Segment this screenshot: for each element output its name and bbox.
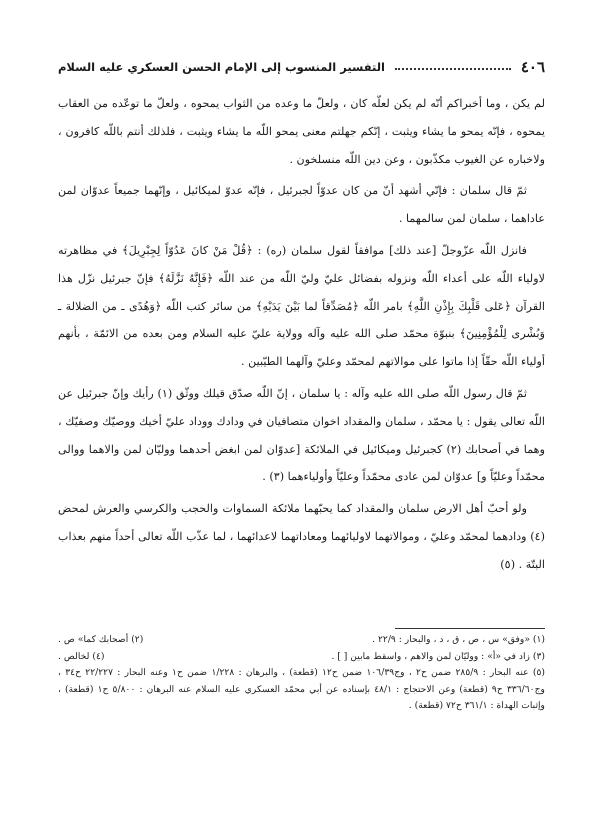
footnote-row-2 bbox=[58, 649, 545, 666]
body-text bbox=[58, 90, 545, 583]
footnote-2: (٢) أصحابك كما» ص . bbox=[58, 634, 144, 645]
paragraph-5: ولو أحبّ أهل الارض سلمان والمقداد كما يحبّهما ملائكة السماوات والحجب والكرسي والعرش لمحض (٤) ودادهما لمحمّد وعليّ ، وموالاتهما لاوليائهما ومعاداتهما لاعدائهما ، لما عذّب اللّه تعالى أحداً منهم بعذاب البتّة . (٥) bbox=[58, 502, 545, 571]
footnote-5: (٥) عنه البحار : ٢٨٥/٩ ضمن ح٢ ، وج١٠٦/٣٩ ضمن ح١٢ (قطعة) ، والبرهان : ١/٢٢٨ ضمن ح١ وعنه البحار : ٢٢/٢٢٧ ح٣٤ ، وج٣٣٦/٦٠ ح٩ (قطعة) وعن الاحتجاج : ٤٨/١ بإسناده عن أبي محمّد العسكري عليه السلام عنه البرهان : ٥/٨٠٠ ح١ (قطعة) ، وإثبات الهداة : ٣٦١/١ ح٧٢ (قطعة) . bbox=[58, 667, 545, 711]
footnote-1: (١) «وفق» س ، ص ، ق ، د ، والبحار : ٢٢/٩ . bbox=[372, 634, 545, 645]
page-number: ٤٠٦ bbox=[520, 58, 545, 76]
footnote-3: (٣) زاد في «أ» : ووليّان لمن والاهم ، واسقط مابين [ ] . bbox=[331, 650, 545, 662]
paragraph-4: ثمّ قال رسول اللّه صلى الله عليه وآله : يا سلمان ، إنّ اللّه صدّق قيلك ووثّق (١) رأيك وإنّ جبرئيل عن اللّه تعالى يقول : يا محمّد ، سلمان والمقداد اخوان متصافيان في ودادك ووداد عليّ أخيك ووصيّك وصفيّك ، وهما في أصحابك (٢) كجبرئيل وميكائيل في الملائكة [عدوّان لمن ابغض أحدهما ووليّان لمن والاهما ووالى محمّداً وعليّاً و] عدوّان لمن عادى محمّداً وعليّاً وأولياءهما (٣) . bbox=[58, 386, 545, 484]
header-dotted-rule bbox=[395, 68, 511, 70]
footnote-4: (٤) لخالص . bbox=[58, 650, 105, 662]
footnote-row-1 bbox=[58, 632, 545, 649]
footnote-separator bbox=[395, 628, 545, 629]
paragraph-1: لم يكن ، وما أخبراكم أنّه لم يكن لعلّه كان ، ولعلّ ما وعده من الثواب يمحوه ، ولعلّ ما توعّده من العقاب يمحوه ، فإنّه يمحو ما يشاء ويثبت ، إنّكم جهلتم معنى يمحو اللّه ما يشاء ويثبت ، فلذلك أنتم باللّه كافرون ، ولاخباره عن الغيوب مكذّبون ، وعن دين اللّه منسلخون . bbox=[58, 97, 545, 166]
running-header bbox=[58, 55, 545, 79]
paragraph-3: فانزل اللّه عزّوجلّ [عند ذلك] موافقاً لقول سلمان (ره) : ﴿قُلْ مَنْ كانَ عَدُوّاً لِجِبْرِيلَ﴾ في مظاهرته لاولياء اللّه على أعداء اللّه ونزوله بفضائل عليّ وليّ اللّه من عند اللّه ﴿فَإِنَّهُ نَزَّلَهُ﴾ فإنّ جبرئيل نزّل هذا القرآن ﴿عَلى قَلْبِكَ بِإِذْنِ اللَّهِ﴾ بامر اللّه ﴿مُصَدِّقاً لما بَيْنَ يَدَيْهِ﴾ من سائر كتب اللّه ﴿وَهُدًى ـ من الضلالة ـ وَبُشْرى لِلْمُؤْمِنِينَ﴾ بنبوّة محمّد صلى الله عليه وآله وولاية عليّ عليه السلام ومن بعده من الائمّة ، بأنهم أولياء اللّه حقّاً إذا ماتوا على موالاتهم لمحمّد وعليّ وآلهما الطيّبين . bbox=[58, 243, 545, 369]
footnotes bbox=[58, 632, 545, 715]
paragraph-2: ثمّ قال سلمان : فإنّي أشهد أنّ من كان عدوّاً لجبرئيل ، فإنّه عدوّ لميكائيل ، وإنّهما جميعاً عدوّان لمن عاداهما ، سلمان لمن سالمهما . bbox=[58, 184, 545, 226]
book-title: التفسير المنسوب إلى الإمام الحسن العسكري عليه السلام bbox=[58, 60, 385, 74]
